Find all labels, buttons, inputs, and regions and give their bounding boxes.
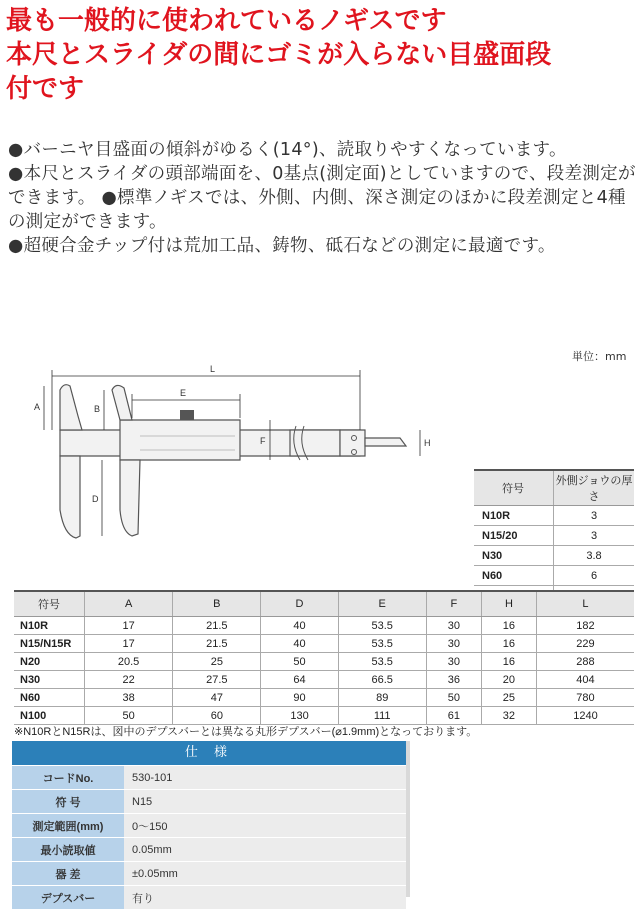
table-cell: 50 [426,689,481,707]
table-cell: 229 [536,635,634,653]
spec-label: 器 差 [12,862,124,886]
table-cell: 6 [554,566,635,586]
bullet-1: ●バーニヤ目盛面の傾斜がゆるく(14°)、読取りやすくなっています。 [8,140,567,160]
table-row [12,838,406,862]
table-cell: N60 [14,689,85,707]
table-cell: 64 [261,671,338,689]
table-cell: 47 [173,689,261,707]
depth-bar-note: ※N10RとN15Rは、図中のデプスバーとは異なる丸形デプスバー(⌀1.9mm)となっております。 [14,726,478,738]
table-row [14,671,634,689]
spec-table [12,766,406,910]
table-row [474,546,634,566]
table-row [12,766,406,790]
table-cell: 89 [338,689,426,707]
table-cell: 50 [261,653,338,671]
table-cell: 30 [426,653,481,671]
table-cell: 1240 [536,707,634,725]
table-header-cell: 符号 [474,470,554,506]
label-B: B [94,404,101,414]
table-cell: 50 [85,707,173,725]
label-D: D [92,494,99,504]
table-cell: N30 [14,671,85,689]
label-A: A [34,402,41,412]
caliper-diagram [20,360,460,560]
table-header-cell: 外側ジョウの厚さ [554,470,635,506]
bullet-2: ●本尺とスライダの頭部端面を、0基点(測定面)としていますので、段差測定ができます。 ●標準ノギスでは、外側、内側、深さ測定のほかに段差測定と4種の測定ができます。 [8,164,636,232]
table-cell: 17 [85,617,173,635]
table-cell: 17 [85,635,173,653]
table-cell: 32 [481,707,536,725]
table-cell: 53.5 [338,635,426,653]
table-cell: N60 [474,566,554,586]
table-row [12,862,406,886]
label-L: L [210,364,216,374]
spec-label: 測定範囲(mm) [12,814,124,838]
table-cell: N20 [14,653,85,671]
table-cell: 16 [481,617,536,635]
table-header-cell: L [536,591,634,617]
label-E: E [180,388,187,398]
table-cell: 404 [536,671,634,689]
table-cell: 30 [426,617,481,635]
table-cell: 25 [173,653,261,671]
headline-line3: 付です [6,74,85,104]
spec-value: 有り [124,886,406,910]
table-row [474,526,634,546]
table-cell: 21.5 [173,635,261,653]
headline-line1: 最も一般的に使われているノギスです [6,6,447,36]
table-cell: 27.5 [173,671,261,689]
spec-label: 符 号 [12,790,124,814]
table-cell: 61 [426,707,481,725]
table-cell: 182 [536,617,634,635]
label-H: H [424,438,431,448]
table-cell: 40 [261,635,338,653]
feature-bullets [8,138,636,258]
spec-value: 0.05mm [124,838,406,862]
spec-label: コードNo. [12,766,124,790]
bullet-3: ●超硬合金チップ付は荒加工品、鋳物、砥石などの測定に最適です。 [8,236,556,256]
table-row [14,635,634,653]
table-cell: 38 [85,689,173,707]
table-cell: 90 [261,689,338,707]
table-header-cell: A [85,591,173,617]
table-row [474,506,634,526]
table-row [12,790,406,814]
spec-label: デプスバー [12,886,124,910]
table-cell: N30 [474,546,554,566]
table-cell: 3.8 [554,546,635,566]
spec-title: 仕 様 [12,741,406,765]
table-header-cell: F [426,591,481,617]
table-header-row [474,470,634,506]
headline-line2: 本尺とスライダの間にゴミが入らない目盛面段 [6,40,552,70]
table-row [14,653,634,671]
table-cell: 53.5 [338,653,426,671]
table-cell: 111 [338,707,426,725]
dimensions-table [14,590,634,725]
headline [6,4,636,106]
table-header-cell: 符号 [14,591,85,617]
table-cell: N10R [14,617,85,635]
table-row [14,689,634,707]
table-header-cell: H [481,591,536,617]
table-row [14,707,634,725]
table-cell: 60 [173,707,261,725]
table-row [474,566,634,586]
table-cell: 30 [426,635,481,653]
label-F: F [260,436,266,446]
table-cell: 130 [261,707,338,725]
table-cell: 16 [481,635,536,653]
table-cell: 3 [554,506,635,526]
table-cell: 36 [426,671,481,689]
table-cell: N10R [474,506,554,526]
spec-value: ±0.05mm [124,862,406,886]
table-header-cell: E [338,591,426,617]
table-cell: 66.5 [338,671,426,689]
spec-shadow [406,741,410,897]
table-cell: N100 [14,707,85,725]
table-header-cell: D [261,591,338,617]
table-cell: N15/N15R [14,635,85,653]
table-cell: 16 [481,653,536,671]
table-cell: 288 [536,653,634,671]
spec-value: 530-101 [124,766,406,790]
spec-value: 0〜150 [124,814,406,838]
spec-label: 最小読取値 [12,838,124,862]
table-cell: 40 [261,617,338,635]
table-cell: 25 [481,689,536,707]
table-header-row [14,591,634,617]
table-header-cell: B [173,591,261,617]
spec-value: N15 [124,790,406,814]
table-cell: N15/20 [474,526,554,546]
table-cell: 780 [536,689,634,707]
table-cell: 21.5 [173,617,261,635]
table-row [12,886,406,910]
table-row [12,814,406,838]
unit-label: 単位：mm [572,350,627,363]
table-cell: 53.5 [338,617,426,635]
table-cell: 20 [481,671,536,689]
table-cell: 3 [554,526,635,546]
jaw-thickness-table [474,469,634,606]
table-cell: 22 [85,671,173,689]
table-row [14,617,634,635]
table-cell: 20.5 [85,653,173,671]
